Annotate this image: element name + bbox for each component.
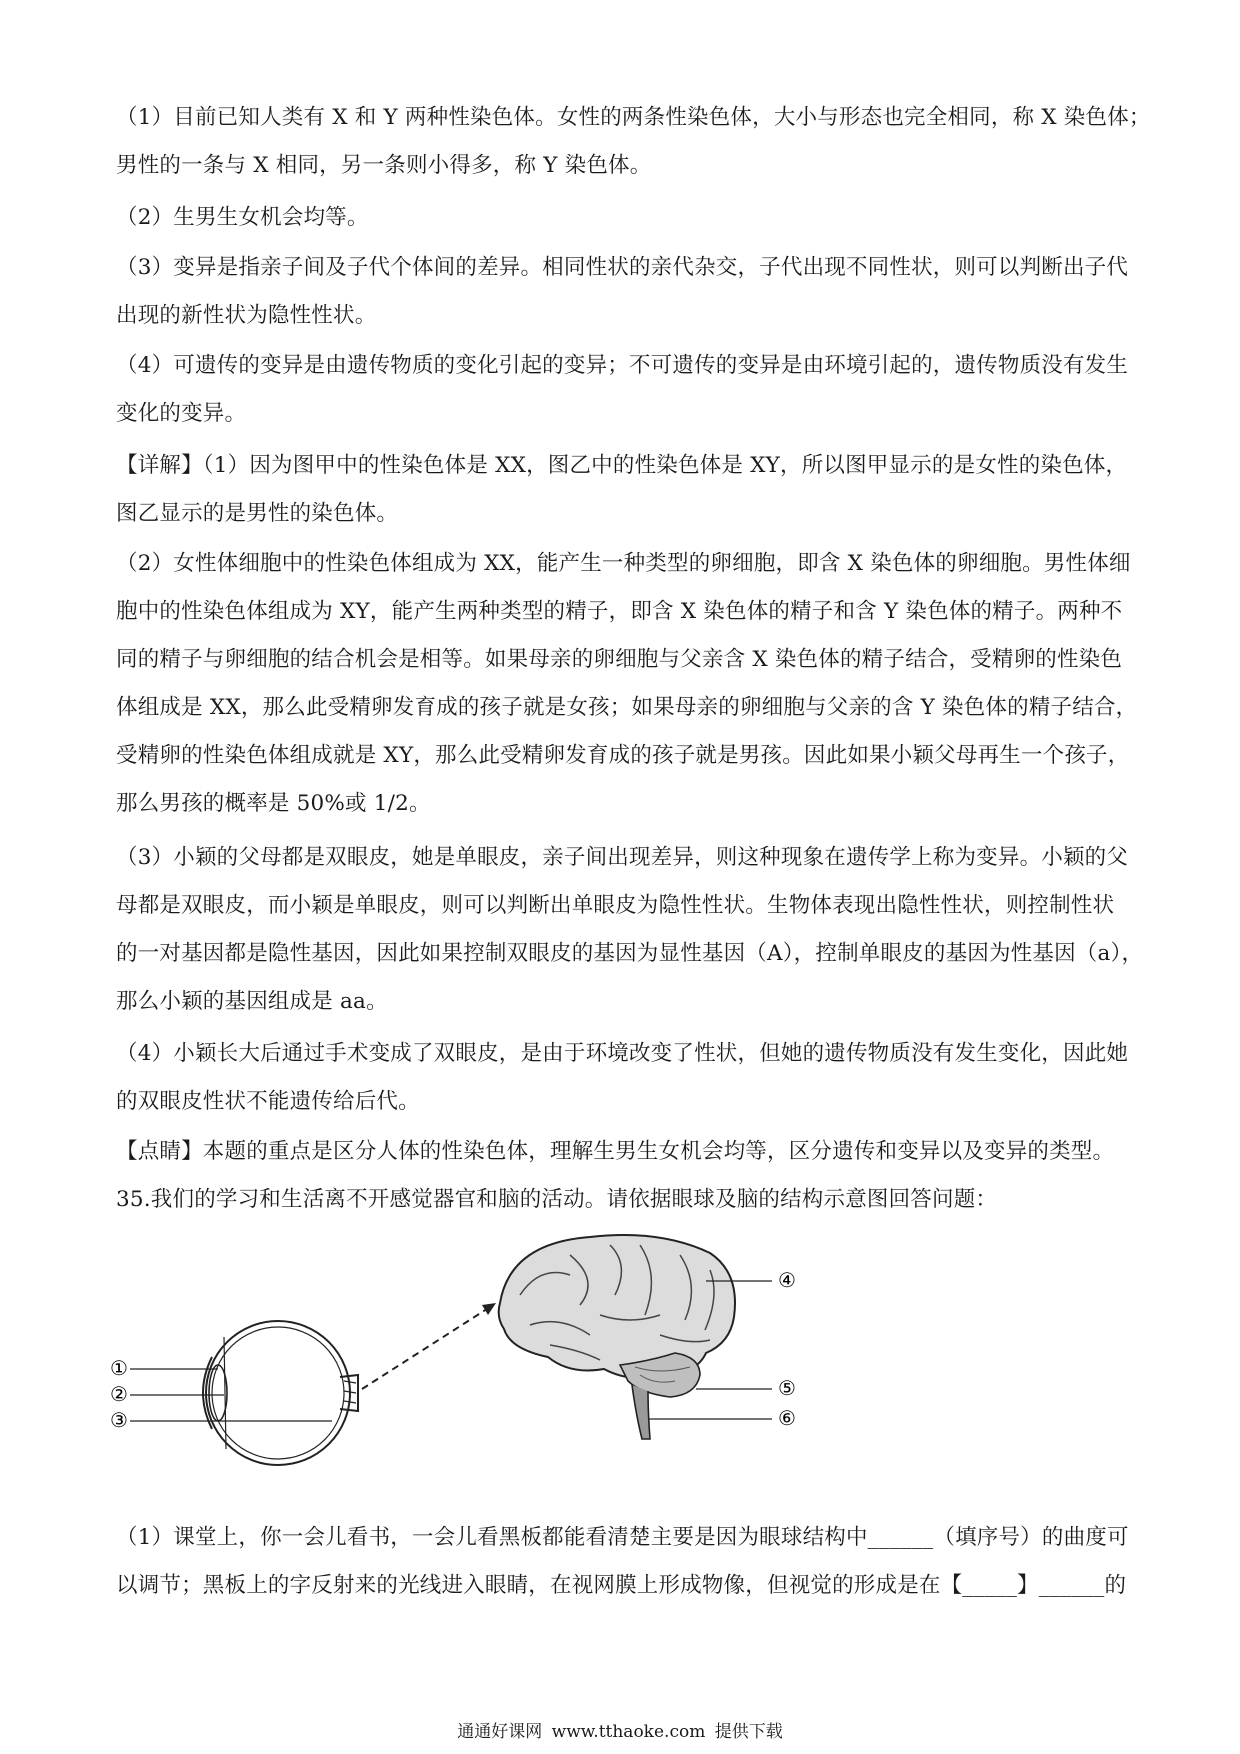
label-1: ① [110,1356,128,1380]
text-line: （4）可遗传的变异是由遗传物质的变化引起的变异；不可遗传的变异是由环境引起的，遗传物质没有发生 [116,353,1129,378]
text-line: 那么小颖的基因组成是 aa。 [116,989,388,1014]
optic-path-arrow [362,1307,490,1389]
text-line: 的一对基因都是隐性基因，因此如果控制双眼皮的基因为显性基因（A），控制单眼皮的基因为性基因（a）， [116,941,1144,966]
label-2: ② [110,1382,128,1406]
text-line: （3）小颖的父母都是双眼皮，她是单眼皮，亲子间出现差异，则这种现象在遗传学上称为变异。小颖的父 [116,845,1129,870]
text-line: 胞中的性染色体组成为 XY，能产生两种类型的精子，即含 X 染色体的精子和含 Y 染色体的精子。两种不 [116,599,1123,624]
paragraph-pointer [116,1128,1140,1176]
text-line: 【点睛】本题的重点是区分人体的性染色体，理解生男生女机会均等，区分遗传和变异以及变异的类型。 [116,1139,1115,1164]
label-3: ③ [110,1408,128,1432]
eye-brain-diagram [100,1225,880,1485]
text-line: 【详解】（1）因为图甲中的性染色体是 XX，图乙中的性染色体是 XY，所以图甲显示的是女性的染色体， [116,453,1128,478]
text-line: 图乙显示的是男性的染色体。 [116,501,399,526]
paragraph-2 [116,194,1140,242]
paragraph-detail-1 [116,442,1140,538]
paragraph-detail-4 [116,1030,1140,1126]
paragraph-4 [116,342,1140,438]
eyeball-illustration [203,1321,358,1465]
paragraph-detail-2 [116,540,1140,828]
text-line: 体组成是 XX，那么此受精卵发育成的孩子就是女孩；如果母亲的卵细胞与父亲的含 Y 染色体的精子结合， [116,695,1138,720]
text-line: 的双眼皮性状不能遗传给后代。 [116,1089,420,1114]
text-line: （2）女性体细胞中的性染色体组成为 XX，能产生一种类型的卵细胞，即含 X 染色体的卵细胞。男性体细 [116,551,1131,576]
text-line: （3）变异是指亲子间及子代个体间的差异。相同性状的亲代杂交，子代出现不同性状，则可以判断出子代 [116,255,1129,280]
question-35-part-1 [116,1514,1140,1610]
text-line: 变化的变异。 [116,401,247,426]
text-line: 那么男孩的概率是 50%或 1/2。 [116,791,431,816]
text-line: （4）小颖长大后通过手术变成了双眼皮，是由于环境改变了性状，但她的遗传物质没有发生变化，因此她 [116,1041,1129,1066]
footer-site-name: 通通好课网 [457,1722,543,1742]
paragraph-3 [116,244,1140,340]
label-6: ⑥ [778,1406,796,1430]
footer-suffix: 提供下载 [714,1722,783,1742]
label-5: ⑤ [778,1376,796,1400]
text-line: 出现的新性状为隐性性状。 [116,303,377,328]
footer-url[interactable]: www.tthaoke.com [551,1722,706,1742]
text-line: （1）目前已知人类有 X 和 Y 两种性染色体。女性的两条性染色体，大小与形态也完全相同，称 X 染色体； [116,105,1151,130]
paragraph-1 [116,94,1151,190]
text-line: 母都是双眼皮，而小颖是单眼皮，则可以判断出单眼皮为隐性性状。生物体表现出隐性性状，则控制性状 [116,893,1115,918]
label-4: ④ [778,1268,796,1292]
eye-label-lines [130,1369,332,1421]
text-line: 35.我们的学习和生活离不开感觉器官和脑的活动。请依据眼球及脑的结构示意图回答问题： [116,1187,998,1212]
page-footer [0,1722,1240,1742]
text-line: 受精卵的性染色体组成就是 XY，那么此受精卵发育成的孩子就是男孩。因此如果小颖父母再生一个孩子， [116,743,1130,768]
paragraph-detail-3 [116,834,1144,1026]
text-line: 以调节；黑板上的字反射来的光线进入眼睛，在视网膜上形成物像，但视觉的形成是在【_____】______的 [116,1573,1127,1598]
text-line: 同的精子与卵细胞的结合机会是相等。如果母亲的卵细胞与父亲含 X 染色体的精子结合，受精卵的性染色 [116,647,1123,672]
text-line: 男性的一条与 X 相同，另一条则小得多，称 Y 染色体。 [116,153,652,178]
arrow-head [482,1303,496,1315]
question-35-stem [116,1176,1140,1224]
text-line: （1）课堂上，你一会儿看书，一会儿看黑板都能看清楚主要是因为眼球结构中______（填序号）的曲度可 [116,1525,1129,1550]
text-line: （2）生男生女机会均等。 [116,205,369,230]
brain-illustration [499,1235,735,1439]
